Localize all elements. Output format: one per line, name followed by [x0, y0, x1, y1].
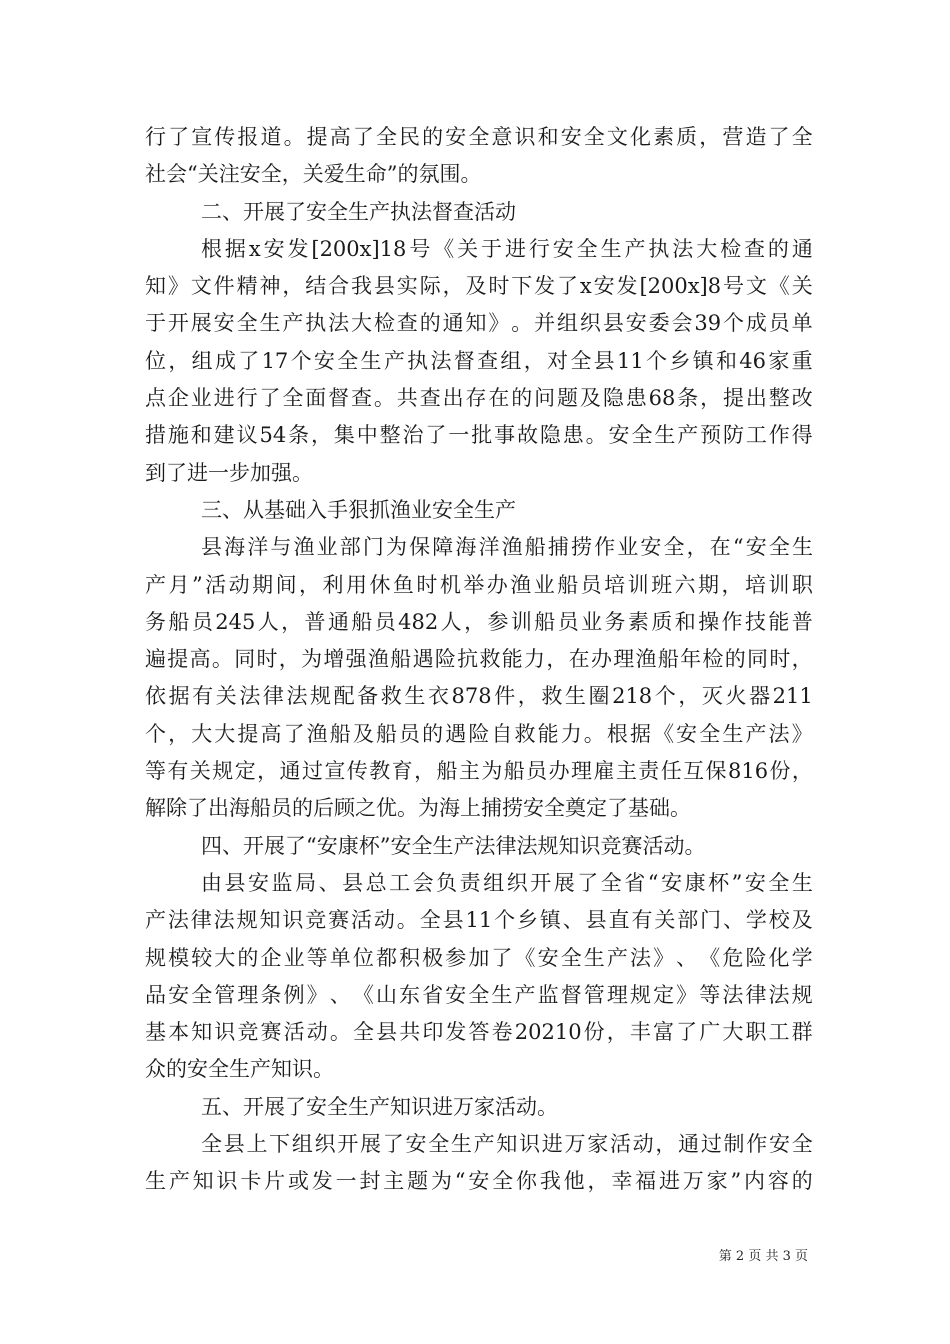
text-line: 位 ， 组 成 了 17 个 安 全 生 产 执 法 督 查 组 ， 对 全 县 11 个 乡 镇 和 46 家 重 [145, 348, 813, 373]
text-line: 个 ， 大 大 提 高 了 渔 船 及 船 员 的 遇 险 自 救 能 力 。 根 据 《 安 全 生 产 法 》 [145, 721, 813, 746]
text-line: 社会“关注安全，关爱生命”的氛围。 [145, 162, 482, 187]
text-line: 品 安 全 管 理 条 例 》 、 《 山 东 省 安 全 生 产 监 督 管 理 规 定 》 等 法 律 法 规 [145, 982, 813, 1007]
text-line: 点 企 业 进 行 了 全 面 督 查 。 共 查 出 存 在 的 问 题 及 隐 患 68 条 ， 提 出 整 改 [145, 386, 813, 411]
section-heading: 五、开展了安全生产知识进万家活动。 [201, 1094, 558, 1119]
text-line: 生 产 知 识 卡 片 或 发 一 封 主 题 为 “ 安 全 你 我 他 ， 幸 福 进 万 家 ” 内 容 的 [145, 1169, 813, 1194]
text-line: 知 》 文 件 精 神 ， 结 合 我 县 实 际 ， 及 时 下 发 了 x 安 发 [200x]8 号 文 《 关 [145, 274, 813, 299]
section-heading: 四、开展了“安康杯”安全生产法律法规知识竞赛活动。 [201, 833, 706, 858]
text-line: 到了进一步加强。 [145, 460, 313, 485]
text-line: 规 模 较 大 的 企 业 等 单 位 都 积 极 参 加 了 《 安 全 生 产 法 》 、 《 危 险 化 学 [145, 945, 813, 970]
text-line: 务 船 员 245 人 ， 普 通 船 员 482 人 ， 参 训 船 员 业 务 素 质 和 操 作 技 能 普 [145, 609, 813, 634]
text-line: 基 本 知 识 竞 赛 活 动 。 全 县 共 印 发 答 卷 20210 份 ， 丰 富 了 广 大 职 工 群 [145, 1020, 813, 1045]
text-line: 产 法 律 法 规 知 识 竞 赛 活 动 。 全 县 11 个 乡 镇 、 县 直 有 关 部 门 、 学 校 及 [145, 908, 813, 933]
text-line: 县 海 洋 与 渔 业 部 门 为 保 障 海 洋 渔 船 捕 捞 作 业 安 全 ， 在 “ 安 全 生 [201, 535, 813, 560]
document-body [145, 119, 813, 1201]
text-line: 解除了出海船员的后顾之优。为海上捕捞安全奠定了基础。 [145, 796, 691, 821]
text-line: 措 施 和 建 议 54 条 ， 集 中 整 治 了 一 批 事 故 隐 患 。 安 全 生 产 预 防 工 作 得 [145, 423, 813, 448]
text-line: 产 月 ” 活 动 期 间 ， 利 用 休 鱼 时 机 举 办 渔 业 船 员 培 训 班 六 期 ， 培 训 职 [145, 572, 813, 597]
text-line: 众的安全生产知识。 [145, 1057, 334, 1082]
page-number-footer: 第 2 页 共 3 页 [718, 1249, 808, 1264]
text-line: 行 了 宣 传 报 道 。 提 高 了 全 民 的 安 全 意 识 和 安 全 文 化 素 质 ， 营 造 了 全 [145, 125, 813, 149]
text-line: 于 开 展 安 全 生 产 执 法 大 检 查 的 通 知 》 。 并 组 织 县 安 委 会 39 个 成 员 单 [145, 311, 813, 336]
text-line: 全 县 上 下 组 织 开 展 了 安 全 生 产 知 识 进 万 家 活 动 ， 通 过 制 作 安 全 [201, 1132, 813, 1157]
text-line: 依 据 有 关 法 律 法 规 配 备 救 生 衣 878 件 ， 救 生 圈 218 个 ， 灭 火 器 211 [145, 684, 813, 709]
text-line: 由 县 安 监 局 、 县 总 工 会 负 责 组 织 开 展 了 全 省 “ 安 康 杯 ” 安 全 生 [201, 870, 813, 895]
text-line: 根 据 x 安 发 [200x]18 号 《 关 于 进 行 安 全 生 产 执 法 大 检 查 的 通 [201, 236, 813, 261]
section-heading: 三、从基础入手狠抓渔业安全生产 [201, 497, 516, 522]
section-heading: 二、开展了安全生产执法督查活动 [201, 199, 516, 224]
text-line: 遍 提 高 。 同 时 ， 为 增 强 渔 船 遇 险 抗 救 能 力 ， 在 办 理 渔 船 年 检 的 同 时 ， [145, 647, 813, 672]
text-line: 等 有 关 规 定 ， 通 过 宣 传 教 育 ， 船 主 为 船 员 办 理 雇 主 责 任 互 保 816 份 ， [145, 759, 813, 784]
